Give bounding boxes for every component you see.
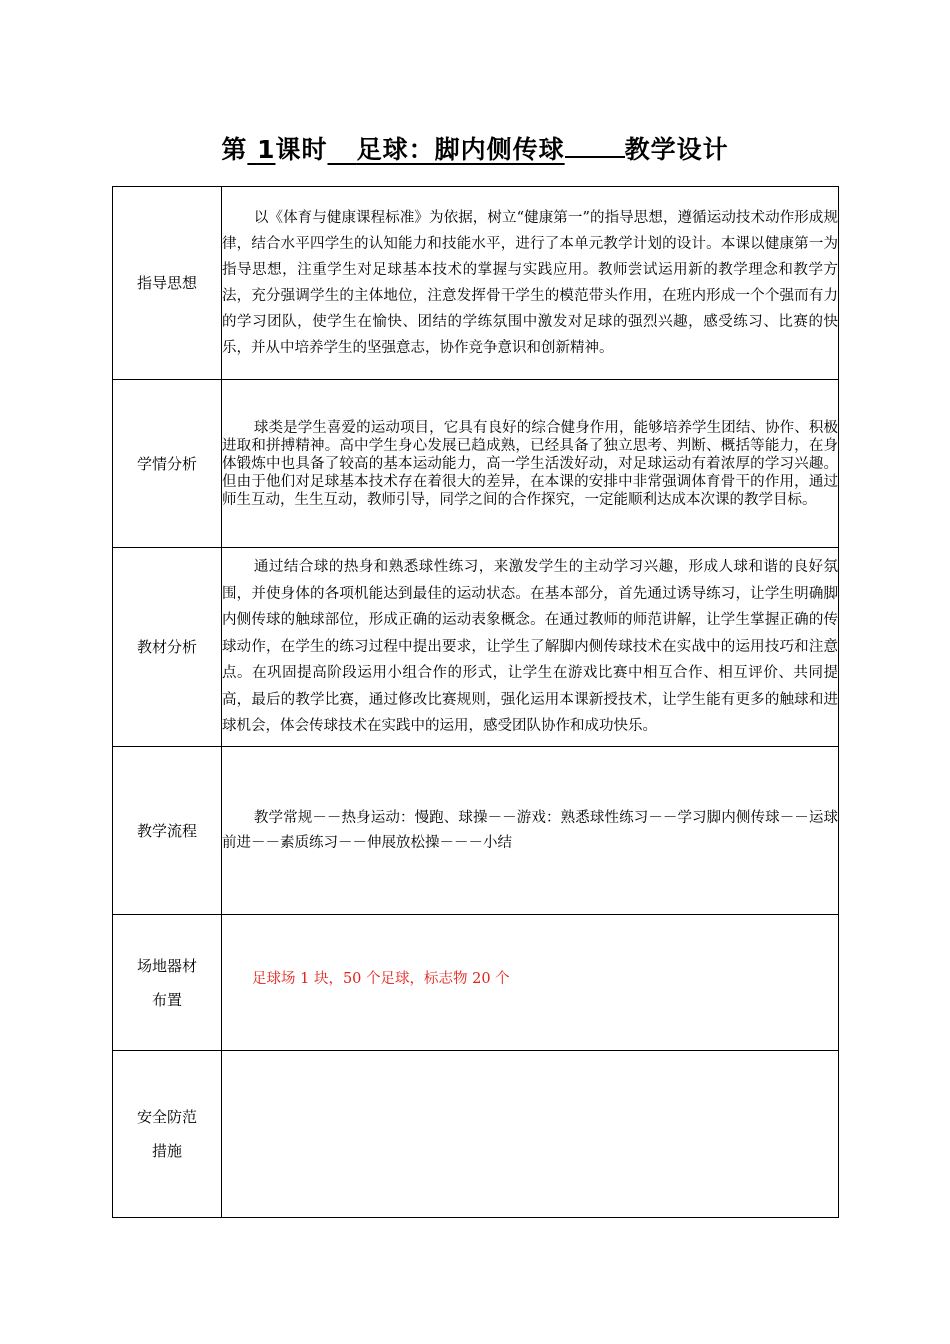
table-row: [113, 915, 839, 1051]
page-title: [0, 130, 950, 166]
safety-measures-cell: [222, 1051, 839, 1218]
teaching-flow-text: 教学常规－－热身运动：慢跑、球操－－游戏：熟悉球性练习－－学习脚内侧传球－－运球前进－－素质练习－－伸展放松操－－－小结: [222, 809, 838, 851]
teaching-flow-cell: [222, 747, 839, 915]
table-row: [113, 747, 839, 915]
table-row: [113, 548, 839, 747]
venue-equipment-cell: [222, 915, 839, 1051]
row-label-venue-equipment: 场地器材 布置: [113, 915, 222, 1051]
table-row: [113, 187, 839, 380]
guiding-idea-cell: [222, 187, 839, 380]
material-analysis-cell: [222, 548, 839, 747]
student-analysis-cell: [222, 380, 839, 548]
row-label-student-analysis: 学情分析: [113, 380, 222, 548]
material-analysis-text: 通过结合球的热身和熟悉球性练习，来激发学生的主动学习兴趣，形成人球和谐的良好氛围，并使身体的各项机能达到最佳的运动状态。在基本部分，首先通过诱导练习，让学生明确脚内侧传球的触球部位，形成正确的运动表象概念。在通过教师的师范讲解，让学生掌握正确的传球动作，在学生的练习过程中提出要求，让学生了解脚内侧传球技术在实战中的运用技巧和注意点。在巩固提高阶段运用小组合作的形式，让学生在游戏比赛中相互合作、相互评价、共同提高，最后的教学比赛，通过修改比赛规则，强化运用本课新授技术，让学生能有更多的触球和进球机会，体会传球技术在实践中的运用，感受团队协作和成功快乐。: [222, 559, 838, 735]
venue-equipment-text: 足球场 1 块，50 个足球，标志物 20 个: [252, 971, 510, 987]
row-label-safety-measures: 安全防范 措施: [113, 1051, 222, 1218]
title-lesson-unit: 课时: [275, 135, 328, 164]
lesson-plan-table: [112, 186, 839, 1218]
student-analysis-text: 球类是学生喜爱的运动项目，它具有良好的综合健身作用，能够培养学生团结、协作、积极进取和拼搏精神。高中学生身心发展已趋成熟，已经具备了独立思考、判断、概括等能力，在身体锻炼中也具备了较高的基本运动能力，高一学生活泼好动，对足球运动有着浓厚的学习兴趣。但由于他们对足球基本技术存在着很大的差异，在本课的安排中非常强调体育骨干的作用，通过师生互动，生生互动，教师引导，同学之间的合作探究，一定能顺利达成本次课的教学目标。: [222, 419, 838, 508]
title-topic: 足球：脚内侧传球: [356, 135, 565, 164]
title-suffix: 教学设计: [624, 135, 729, 164]
title-prefix: 第: [221, 135, 248, 164]
guiding-idea-text: 以《体育与健康课程标准》为依据，树立“健康第一”的指导思想，遵循运动技术动作形成规律，结合水平四学生的认知能力和技能水平，进行了本单元教学计划的设计。本课以健康第一为指导思想，注重学生对足球基本技术的掌握与实践应用。教师尝试运用新的教学理念和教学方法，充分强调学生的主体地位，注意发挥骨干学生的模范带头作用，在班内形成一个个强而有力的学习团队，使学生在愉快、团结的学练氛围中激发对足球的强烈兴趣，感受练习、比赛的快乐，并从中培养学生的坚强意志，协作竞争意识和创新精神。: [222, 210, 839, 356]
table-row: [113, 1051, 839, 1218]
title-blank: [565, 134, 625, 158]
row-label-guiding-idea: 指导思想: [113, 187, 222, 380]
row-label-material-analysis: 教材分析: [113, 548, 222, 747]
table-row: [113, 380, 839, 548]
row-label-teaching-flow: 教学流程: [113, 747, 222, 915]
title-lesson-no: 1: [257, 135, 276, 164]
